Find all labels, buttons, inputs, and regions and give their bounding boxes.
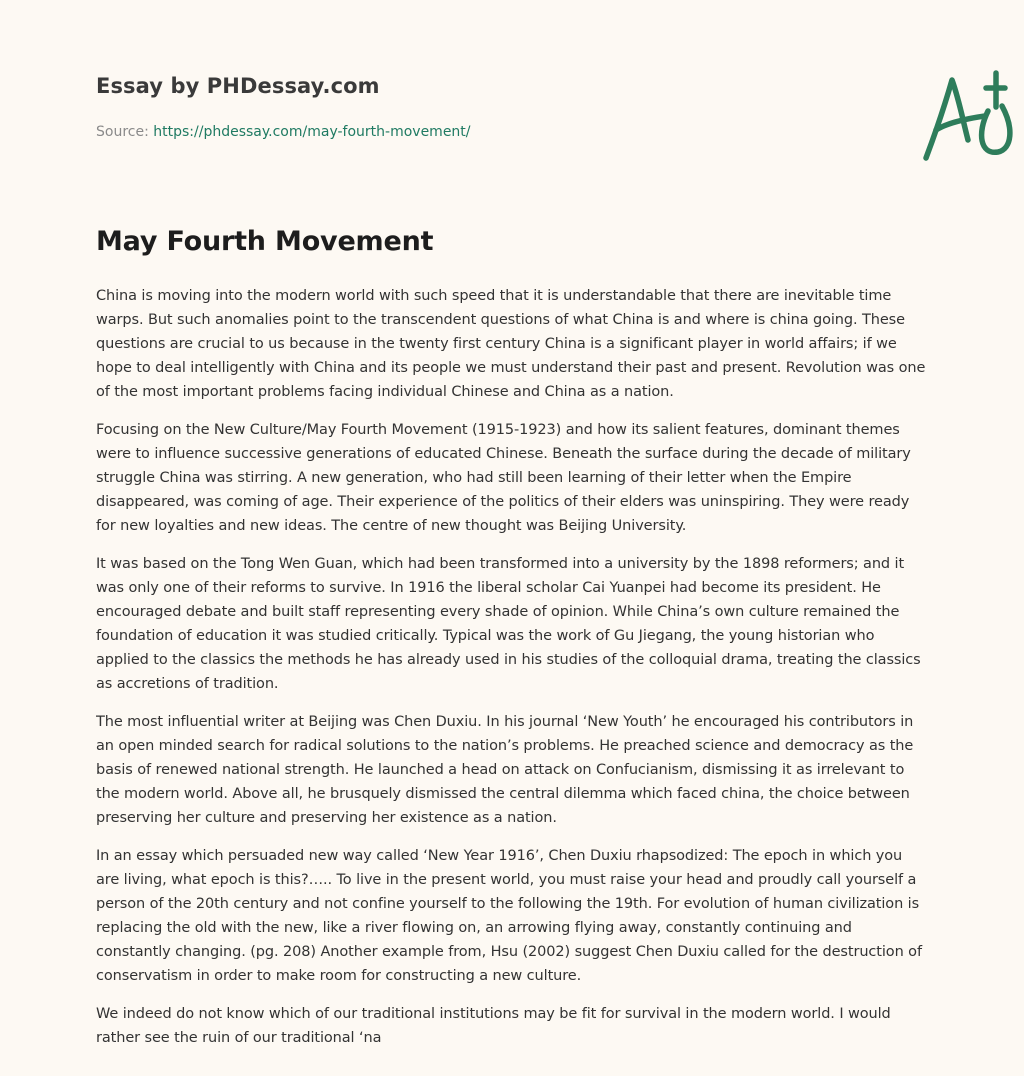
source-label: Source:	[96, 124, 149, 140]
essay-title: May Fourth Movement	[96, 226, 434, 257]
a-plus-logo-icon	[914, 66, 1024, 166]
essay-paragraph: Focusing on the New Culture/May Fourth Movement (1915-1923) and how its salient features, dominant themes were to influence successive generations of educated Chinese. Beneath the surface during the decade of military struggle China was stirring. A new generation, who had still been learning of their letter when the Empire disappeared, was coming of age. Their experience of the politics of their elders was uninspiring. They were ready for new loyalties and new ideas. The centre of new thought was Beijing University.	[96, 422, 911, 534]
source-line	[96, 124, 471, 140]
essay-paragraph: China is moving into the modern world with such speed that it is understandable that there are inevitable time warps. But such anomalies point to the transcendent questions of what China is and where is china going. These questions are crucial to us because in the twenty first century China is a significant player in world affairs; if we hope to deal intelligently with China and its people we must understand their past and present. Revolution was one of the most important problems facing individual Chinese and China as a nation.	[96, 288, 926, 400]
essay-body	[96, 284, 928, 1076]
essay-paragraph: We indeed do not know which of our traditional institutions may be fit for survival in the modern world. I would rather see the ruin of our traditional ‘na	[96, 1006, 891, 1046]
essay-paragraph: In an essay which persuaded new way called ‘New Year 1916’, Chen Duxiu rhapsodized: The epoch in which you are living, what epoch is this?….. To live in the present world, you must raise your head and proudly call yourself a person of the 20th century and not confine yourself to the following the 19th. For evolution of human civilization is replacing the old with the new, like a river flowing on, an arrowing flying away, constantly continuing and constantly changing. (pg. 208) Another example from, Hsu (2002) suggest Chen Duxiu called for the destruction of conservatism in order to make room for constructing a new culture.	[96, 848, 922, 984]
source-link[interactable]: https://phdessay.com/may-fourth-movement/	[153, 124, 471, 140]
site-header-title: Essay by PHDessay.com	[96, 74, 380, 98]
essay-paragraph: The most influential writer at Beijing was Chen Duxiu. In his journal ‘New Youth’ he encouraged his contributors in an open minded search for radical solutions to the nation’s problems. He preached science and democracy as the basis of renewed national strength. He launched a head on attack on Confucianism, dismissing it as irrelevant to the modern world. Above all, he brusquely dismissed the central dilemma which faced china, the choice between preserving her culture and preserving her existence as a nation.	[96, 714, 914, 826]
essay-paragraph: It was based on the Tong Wen Guan, which had been transformed into a university by the 1898 reformers; and it was only one of their reforms to survive. In 1916 the liberal scholar Cai Yuanpei had become its president. He encouraged debate and built staff representing every shade of opinion. While China’s own culture remained the foundation of education it was studied critically. Typical was the work of Gu Jiegang, the young historian who applied to the classics the methods he has already used in his studies of the colloquial drama, treating the classics as accretions of tradition.	[96, 556, 921, 692]
